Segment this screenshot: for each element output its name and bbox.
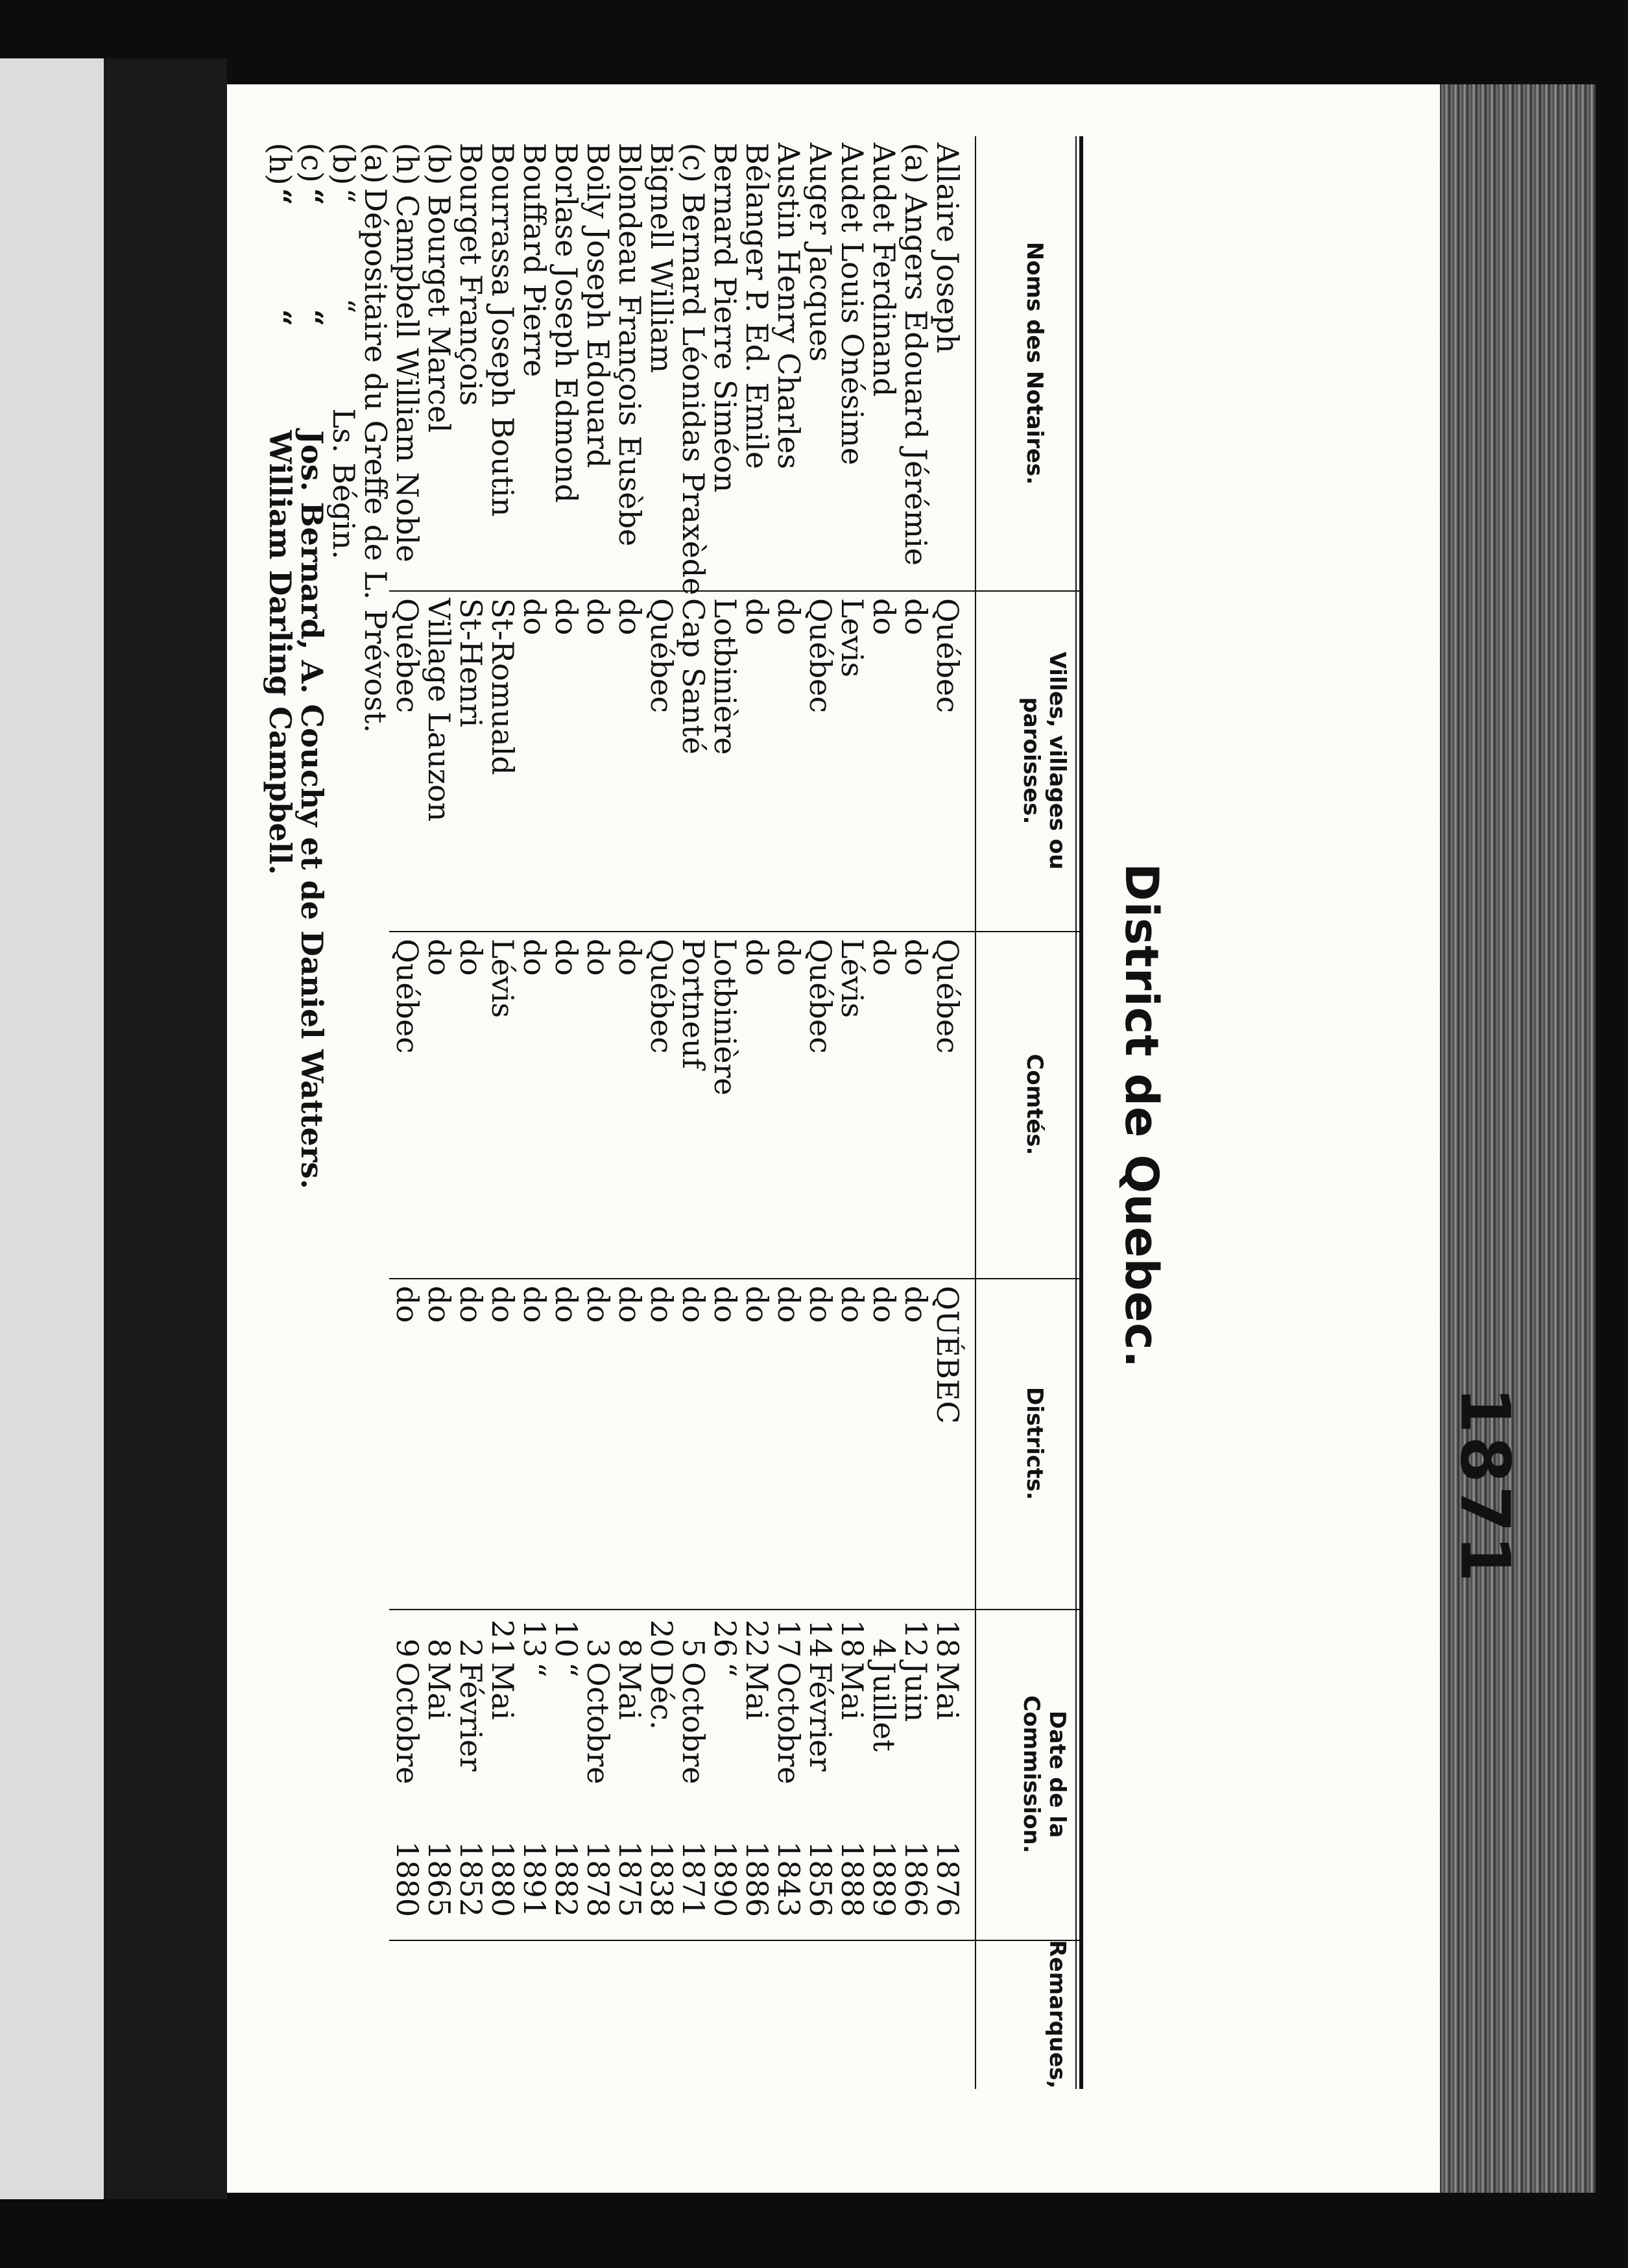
commission-month: Mai xyxy=(485,1662,520,1720)
commission-day: 14 xyxy=(803,1619,838,1658)
table-row xyxy=(614,136,645,2089)
table-row xyxy=(486,136,518,2089)
page-title: District de Quebec. xyxy=(1115,863,1168,1369)
commission-month: Mai xyxy=(739,1662,774,1720)
commission-year: 1891 xyxy=(517,1841,552,1918)
commission-month: Février xyxy=(453,1662,488,1772)
table-row xyxy=(391,136,423,2089)
commission-month: Mai xyxy=(422,1662,457,1720)
ville-cell: Levis xyxy=(835,598,870,678)
commission-year: 1886 xyxy=(739,1841,774,1918)
comte-cell: Québec xyxy=(390,939,425,1054)
notary-name: Austin Henry Charles xyxy=(771,143,806,470)
district-cell: do xyxy=(390,1286,425,1323)
commission-day: 18 xyxy=(930,1619,965,1658)
header-remarques: Remarques, xyxy=(1044,1940,1070,2089)
commission-year: 1878 xyxy=(581,1841,616,1918)
header-districts: Districts. xyxy=(1022,1386,1047,1501)
ville-cell: do xyxy=(771,598,806,636)
notaries-table xyxy=(350,136,1083,2089)
commission-month: Octobre xyxy=(581,1662,616,1785)
notary-name: Bernard Pierre Siméon xyxy=(708,143,743,493)
footnote-text: Dépositaire du Greffe de L. Prévost. xyxy=(358,188,393,733)
ville-cell: do xyxy=(517,598,552,636)
commission-day: 3 xyxy=(581,1638,616,1658)
district-cell: do xyxy=(422,1286,457,1323)
comte-cell: Portneuf xyxy=(676,939,711,1069)
commission-year: 1876 xyxy=(930,1841,965,1918)
footnote-text: “ “ William Darling Campbell. xyxy=(263,188,298,875)
table-row xyxy=(518,136,550,2089)
district-cell: do xyxy=(676,1286,711,1323)
ville-cell: St-Henri xyxy=(453,598,488,728)
header-date: Date de la Commission. xyxy=(1018,1695,1070,1853)
notary-name: (h) Campbell William Noble xyxy=(390,143,425,562)
commission-month: Mai xyxy=(930,1662,965,1720)
table-top-rule xyxy=(1079,136,1083,2089)
table-row xyxy=(836,136,868,2089)
ville-cell: do xyxy=(612,598,647,636)
district-cell: do xyxy=(644,1286,679,1323)
commission-year: 1856 xyxy=(803,1841,838,1918)
notary-name: Bignell William xyxy=(644,143,679,374)
commission-year: 1871 xyxy=(676,1841,711,1918)
district-cell: do xyxy=(517,1286,552,1323)
table-row xyxy=(645,136,677,2089)
table-row xyxy=(804,136,836,2089)
ville-cell: Québec xyxy=(930,598,965,713)
commission-month: Février xyxy=(803,1662,838,1772)
ville-cell: Cap Santé xyxy=(676,598,711,754)
commission-day: 8 xyxy=(422,1638,457,1658)
header-villes: Villes, villages ou paroisses. xyxy=(1018,651,1070,870)
commission-year: 1890 xyxy=(708,1841,743,1918)
notary-name: Audet Ferdinand xyxy=(867,143,902,397)
comte-cell: Lévis xyxy=(835,939,870,1019)
footnote-text: “ “ Ls. Bégin. xyxy=(326,188,361,560)
commission-month: Déc. xyxy=(644,1662,679,1730)
footnote xyxy=(359,143,391,733)
commission-day: 22 xyxy=(739,1619,774,1658)
commission-day: 18 xyxy=(835,1619,870,1658)
district-cell: QUÉBEC xyxy=(930,1286,965,1424)
notary-name: (a) Angers Edouard Jérémie xyxy=(898,143,933,566)
commission-month: Octobre xyxy=(771,1662,806,1785)
commission-year: 1882 xyxy=(549,1841,584,1918)
commission-month: “ xyxy=(708,1662,743,1678)
comte-cell: do xyxy=(867,939,902,976)
notary-name: Bouffard Pierre xyxy=(517,143,552,378)
ville-cell: do xyxy=(898,598,933,636)
adjacent-page xyxy=(0,58,117,2199)
ville-cell: Village Lauzon xyxy=(422,598,457,822)
commission-month: Juin xyxy=(898,1662,933,1722)
commission-year: 1889 xyxy=(867,1841,902,1918)
table-row xyxy=(423,136,455,2089)
commission-day: 21 xyxy=(485,1619,520,1658)
commission-day: 2 xyxy=(453,1638,488,1658)
district-cell: do xyxy=(453,1286,488,1323)
comte-cell: Québec xyxy=(803,939,838,1054)
ville-cell: Québec xyxy=(390,598,425,713)
commission-day: 17 xyxy=(771,1619,806,1658)
commission-day: 8 xyxy=(612,1638,647,1658)
comte-cell: do xyxy=(739,939,774,976)
commission-year: 1866 xyxy=(898,1841,933,1918)
district-cell: do xyxy=(898,1286,933,1323)
ville-cell: Lotbinière xyxy=(708,598,743,755)
footnote-mark: (h) xyxy=(263,143,298,186)
commission-year: 1880 xyxy=(485,1841,520,1918)
footnote xyxy=(296,143,328,1189)
footnote-mark: (a) xyxy=(358,143,393,184)
table-row xyxy=(455,136,486,2089)
comte-cell: Lévis xyxy=(485,939,520,1019)
gutter-shadow xyxy=(104,58,227,2199)
ville-cell: do xyxy=(581,598,616,636)
comte-cell: do xyxy=(898,939,933,976)
table-row xyxy=(868,136,900,2089)
table-row xyxy=(677,136,709,2089)
footnote xyxy=(328,143,359,559)
commission-month: “ xyxy=(549,1662,584,1678)
table-row xyxy=(741,136,772,2089)
ville-cell: do xyxy=(549,598,584,636)
district-cell: do xyxy=(867,1286,902,1323)
commission-day: 12 xyxy=(898,1619,933,1658)
district-cell: do xyxy=(835,1286,870,1323)
ville-cell: Québec xyxy=(803,598,838,713)
notary-name: Allaire Joseph xyxy=(930,143,965,354)
commission-day: 20 xyxy=(644,1619,679,1658)
notary-name: Audet Louis Onésime xyxy=(835,143,870,466)
footnote xyxy=(264,143,296,875)
table-row xyxy=(550,136,582,2089)
table-row xyxy=(900,136,931,2089)
commission-day: 9 xyxy=(390,1638,425,1658)
ville-cell: St-Romuald xyxy=(485,598,520,775)
table-row xyxy=(931,136,963,2089)
table-row xyxy=(772,136,804,2089)
notary-name: Bourrassa Joseph Boutin xyxy=(485,143,520,517)
header-comtes: Comtés. xyxy=(1022,1054,1047,1155)
comte-cell: do xyxy=(771,939,806,976)
comte-cell: do xyxy=(581,939,616,976)
comte-cell: do xyxy=(422,939,457,976)
district-cell: do xyxy=(771,1286,806,1323)
commission-year: 1852 xyxy=(453,1841,488,1918)
commission-month: Octobre xyxy=(676,1662,711,1785)
district-cell: do xyxy=(803,1286,838,1323)
notary-name: Boily Joseph Edouard xyxy=(581,143,616,468)
ville-cell: do xyxy=(867,598,902,636)
district-cell: do xyxy=(739,1286,774,1323)
commission-year: 1865 xyxy=(422,1841,457,1918)
header-noms: Noms des Notaires. xyxy=(1022,241,1047,485)
commission-year: 1888 xyxy=(835,1841,870,1918)
notary-name: Bourget François xyxy=(453,143,488,406)
table-row xyxy=(582,136,614,2089)
comte-cell: do xyxy=(549,939,584,976)
comte-cell: do xyxy=(612,939,647,976)
ville-cell: do xyxy=(739,598,774,636)
district-cell: do xyxy=(485,1286,520,1323)
commission-day: 10 xyxy=(549,1619,584,1658)
commission-year: 1838 xyxy=(644,1841,679,1918)
commission-day: 13 xyxy=(517,1619,552,1658)
footnote-mark: (b) xyxy=(326,143,361,186)
commission-year: 1880 xyxy=(390,1841,425,1918)
stamp-text: 1871 xyxy=(1446,1386,1526,1585)
comte-cell: Québec xyxy=(930,939,965,1054)
notary-name: Bélanger P. Ed. Emile xyxy=(739,143,774,470)
comte-cell: do xyxy=(517,939,552,976)
notary-name: Blondeau François Eusèbe xyxy=(612,143,647,547)
header-bottom-rule xyxy=(975,136,976,2089)
commission-month: Mai xyxy=(835,1662,870,1720)
district-cell: do xyxy=(549,1286,584,1323)
notary-name: Borlase Joseph Edmond xyxy=(549,143,584,503)
notary-name: (b) Bourget Marcel xyxy=(422,143,457,433)
district-cell: do xyxy=(581,1286,616,1323)
commission-month: Mai xyxy=(612,1662,647,1720)
comte-cell: Québec xyxy=(644,939,679,1054)
commission-month: Octobre xyxy=(390,1662,425,1785)
commission-year: 1843 xyxy=(771,1841,806,1918)
commission-day: 5 xyxy=(676,1638,711,1658)
ville-cell: Québec xyxy=(644,598,679,713)
notary-name: (c) Bernard Léonidas Praxède xyxy=(676,143,711,596)
comte-cell: do xyxy=(453,939,488,976)
notary-name: Auger Jacques xyxy=(803,143,838,362)
district-cell: do xyxy=(612,1286,647,1323)
comte-cell: Lotbinière xyxy=(708,939,743,1096)
commission-month: Juillet xyxy=(867,1662,902,1752)
commission-month: “ xyxy=(517,1662,552,1678)
commission-day: 4 xyxy=(867,1638,902,1658)
rotated-page-content xyxy=(214,117,1174,2115)
commission-year: 1875 xyxy=(612,1841,647,1918)
district-cell: do xyxy=(708,1286,743,1323)
table-row xyxy=(709,136,741,2089)
footnote-mark: (c) xyxy=(294,143,329,183)
page-edge xyxy=(1440,84,1596,2193)
table-top-rule-thin xyxy=(1075,136,1077,2089)
volume-stamp xyxy=(1446,1386,1526,1585)
footnote-text: “ “ Jos. Bernard, A. Couchy et de Daniel Watters. xyxy=(294,188,329,1190)
commission-day: 26 xyxy=(708,1619,743,1658)
